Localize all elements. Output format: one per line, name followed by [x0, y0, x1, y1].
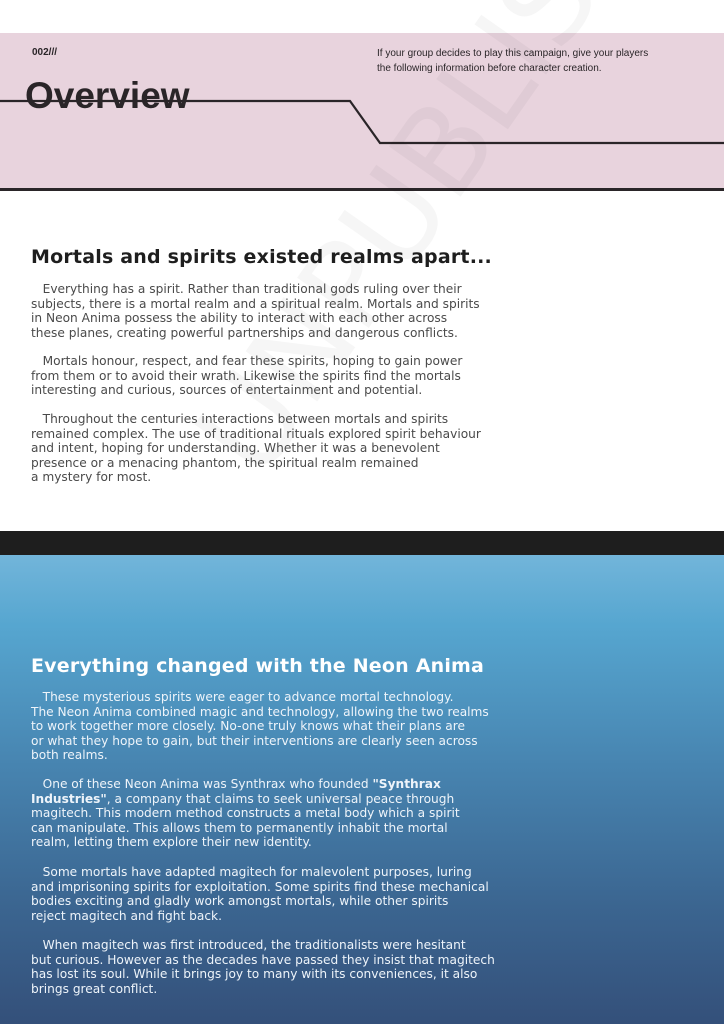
paragraph: Mortals honour, respect, and fear these spirits, hoping to gain power from them or to avoid their wrath. Likewise the spirits find the mortals interesting and curious, sources of entertainment and potential. [31, 354, 463, 398]
page-title: Overview [25, 75, 190, 116]
text: , a company that claims to seek universal peace through magitech. This modern method constructs a metal body which a spirit can manipulate. This allows them to permanently inhabit the mortal realm, letting them explore their new identity. [31, 791, 460, 850]
company-name: Industries" [31, 791, 107, 806]
section-heading-neon-anima: Everything changed with the Neon Anima [31, 655, 485, 677]
text: One of these Neon Anima was Synthrax who founded [31, 777, 373, 791]
paragraph: When magitech was first introduced, the traditionalists were hesitant but curious. However as the decades have passed they insist that magitech has lost its soul. While it brings joy to many with its conveniences, it also brings great conflict. [31, 938, 495, 996]
section-heading-realms: Mortals and spirits existed realms apart... [31, 246, 492, 268]
intro-text: If your group decides to play this campaign, give your players the following information before character creation. [377, 48, 649, 74]
page-code: 002/// [32, 47, 58, 58]
paragraph: These mysterious spirits were eager to advance mortal technology. The Neon Anima combined magic and technology, allowing the two realms to work together more closely. No-one truly knows what their plans are or what they hope to gain, but their interventions are clearly seen across both realms. [31, 690, 489, 763]
company-name: "Synthrax [372, 777, 441, 791]
paragraph-synthrax [31, 777, 471, 850]
paragraph: Throughout the centuries interactions between mortals and spirits remained complex. The use of traditional rituals explored spirit behaviour and intent, hoping for understanding. Whether it was a benevolent presence or a menacing phantom, the spiritual realm remained a mystery for most. [31, 412, 481, 485]
section-divider-bar [0, 531, 724, 555]
paragraph: Everything has a spirit. Rather than traditional gods ruling over their subjects, there is a mortal realm and a spiritual realm. Mortals and spirits in Neon Anima possess the ability to interact with each other across these planes, creating powerful partnerships and dangerous conflicts. [31, 282, 480, 340]
paragraph: Some mortals have adapted magitech for malevolent purposes, luring and imprisoning spirits for exploitation. Some spirits find these mechanical bodies exciting and gladly work amongst mortals, while other spirits reject magitech and fight back. [31, 865, 489, 923]
